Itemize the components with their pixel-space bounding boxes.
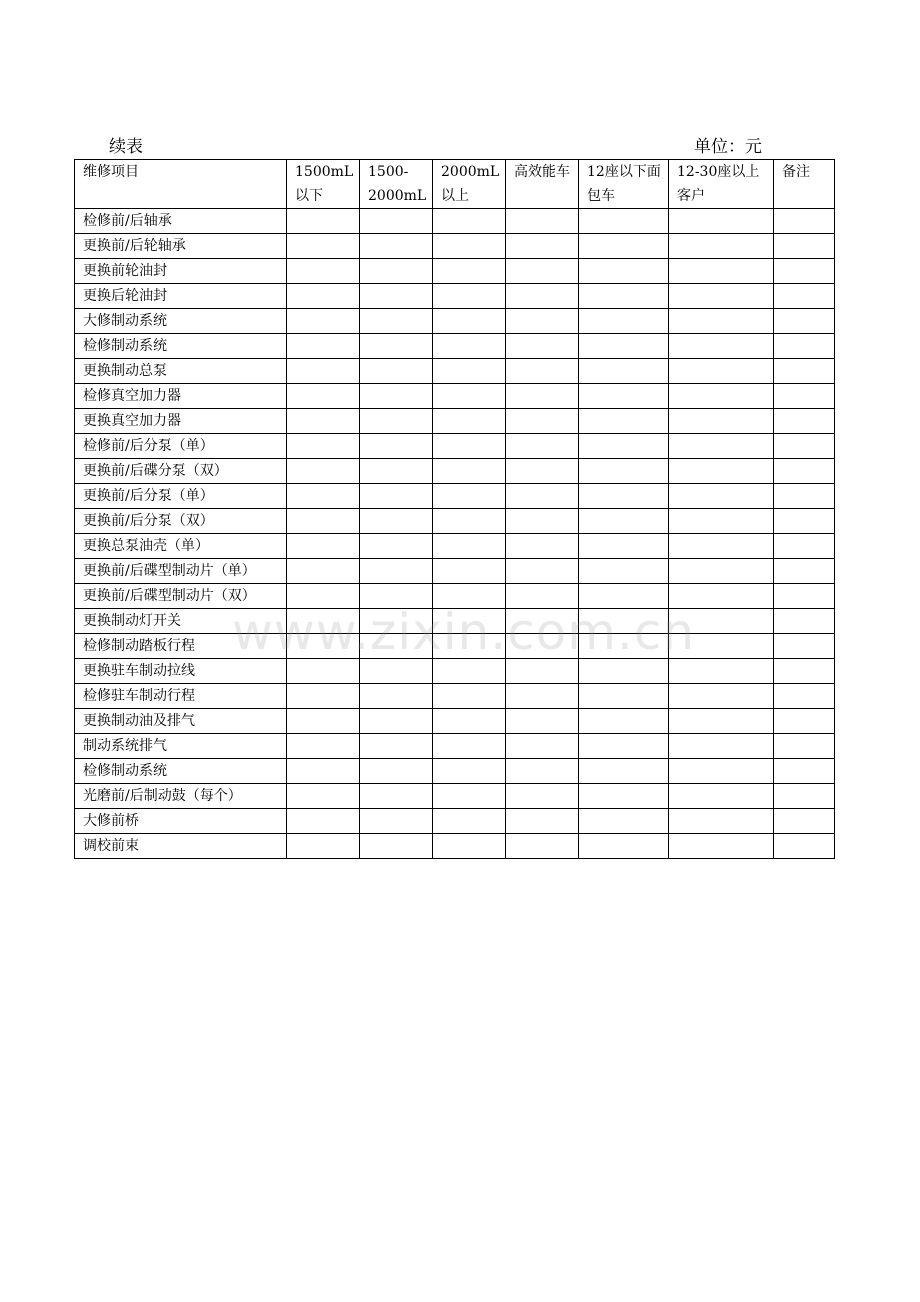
price-cell[interactable]: [774, 434, 835, 459]
price-cell[interactable]: [506, 809, 579, 834]
price-cell[interactable]: [506, 459, 579, 484]
table-row: [75, 234, 835, 259]
price-cell[interactable]: [433, 809, 506, 834]
price-cell[interactable]: [287, 709, 360, 734]
price-cell[interactable]: [579, 784, 669, 809]
repair-item-cell: 检修驻车制动行程: [75, 684, 287, 709]
price-cell[interactable]: [774, 209, 835, 234]
table-row: [75, 609, 835, 634]
table-row: [75, 259, 835, 284]
repair-item-cell: 更换制动灯开关: [75, 609, 287, 634]
price-cell[interactable]: [433, 784, 506, 809]
repair-item-cell: 更换前/后轮轴承: [75, 234, 287, 259]
repair-item-cell: 制动系统排气: [75, 734, 287, 759]
repair-item-cell: 更换前/后分泵（单）: [75, 484, 287, 509]
price-cell[interactable]: [669, 659, 774, 684]
price-cell[interactable]: [287, 284, 360, 309]
price-cell[interactable]: [360, 384, 433, 409]
table-row: [75, 834, 835, 859]
table-row: [75, 384, 835, 409]
price-cell[interactable]: [579, 634, 669, 659]
price-cell[interactable]: [579, 434, 669, 459]
price-cell[interactable]: [774, 334, 835, 359]
table-row: [75, 534, 835, 559]
repair-item-cell: 光磨前/后制动鼓（每个）: [75, 784, 287, 809]
price-cell[interactable]: [579, 409, 669, 434]
price-cell[interactable]: [579, 534, 669, 559]
price-cell[interactable]: [360, 434, 433, 459]
price-cell[interactable]: [506, 784, 579, 809]
price-cell[interactable]: [287, 434, 360, 459]
price-cell[interactable]: [433, 584, 506, 609]
price-cell[interactable]: [774, 584, 835, 609]
price-cell[interactable]: [669, 359, 774, 384]
price-cell[interactable]: [579, 384, 669, 409]
price-cell[interactable]: [579, 509, 669, 534]
price-cell[interactable]: [433, 484, 506, 509]
price-cell[interactable]: [360, 259, 433, 284]
price-cell[interactable]: [360, 584, 433, 609]
price-cell[interactable]: [360, 509, 433, 534]
price-cell[interactable]: [287, 759, 360, 784]
price-cell[interactable]: [287, 634, 360, 659]
price-cell[interactable]: [669, 759, 774, 784]
table-header-row: [75, 160, 835, 209]
price-cell[interactable]: [579, 834, 669, 859]
price-cell[interactable]: [433, 309, 506, 334]
table-row: [75, 509, 835, 534]
price-cell[interactable]: [506, 509, 579, 534]
repair-item-cell: 更换后轮油封: [75, 284, 287, 309]
price-cell[interactable]: [774, 509, 835, 534]
price-cell[interactable]: [433, 234, 506, 259]
price-cell[interactable]: [774, 534, 835, 559]
price-cell[interactable]: [506, 709, 579, 734]
price-cell[interactable]: [579, 209, 669, 234]
price-cell[interactable]: [506, 209, 579, 234]
price-cell[interactable]: [360, 309, 433, 334]
table-row: [75, 359, 835, 384]
price-cell[interactable]: [774, 359, 835, 384]
price-cell[interactable]: [669, 834, 774, 859]
price-cell[interactable]: [287, 484, 360, 509]
price-cell[interactable]: [287, 409, 360, 434]
price-cell[interactable]: [579, 584, 669, 609]
price-cell[interactable]: [433, 709, 506, 734]
price-cell[interactable]: [774, 659, 835, 684]
price-cell[interactable]: [360, 484, 433, 509]
price-cell[interactable]: [506, 484, 579, 509]
price-cell[interactable]: [669, 609, 774, 634]
price-cell[interactable]: [360, 534, 433, 559]
price-cell[interactable]: [506, 534, 579, 559]
price-cell[interactable]: [433, 834, 506, 859]
price-cell[interactable]: [669, 384, 774, 409]
price-cell[interactable]: [774, 684, 835, 709]
table-row: [75, 584, 835, 609]
price-cell[interactable]: [360, 234, 433, 259]
price-cell[interactable]: [669, 459, 774, 484]
price-cell[interactable]: [579, 359, 669, 384]
price-cell[interactable]: [579, 734, 669, 759]
price-cell[interactable]: [287, 309, 360, 334]
repair-item-cell: 更换前/后分泵（双）: [75, 509, 287, 534]
price-cell[interactable]: [360, 459, 433, 484]
price-cell[interactable]: [579, 309, 669, 334]
price-cell[interactable]: [360, 359, 433, 384]
price-cell[interactable]: [433, 284, 506, 309]
repair-item-cell: 检修前/后轴承: [75, 209, 287, 234]
price-cell[interactable]: [774, 309, 835, 334]
repair-item-cell: 检修前/后分泵（单）: [75, 434, 287, 459]
table-row: [75, 434, 835, 459]
price-cell[interactable]: [669, 409, 774, 434]
price-cell[interactable]: [287, 234, 360, 259]
watermark-text: www.zixin.com.cn: [232, 603, 696, 661]
price-cell[interactable]: [774, 709, 835, 734]
price-cell[interactable]: [579, 659, 669, 684]
price-cell[interactable]: [433, 609, 506, 634]
price-cell[interactable]: [774, 234, 835, 259]
col-header-coach: 12-30座以上客户: [669, 160, 774, 209]
price-cell[interactable]: [506, 634, 579, 659]
table-row: [75, 784, 835, 809]
price-cell[interactable]: [669, 234, 774, 259]
price-cell[interactable]: [579, 234, 669, 259]
price-cell[interactable]: [287, 734, 360, 759]
price-cell[interactable]: [774, 559, 835, 584]
price-cell[interactable]: [774, 609, 835, 634]
price-cell[interactable]: [506, 434, 579, 459]
repair-item-cell: 大修前桥: [75, 809, 287, 834]
price-cell[interactable]: [774, 284, 835, 309]
table-row: [75, 559, 835, 584]
table-row: [75, 759, 835, 784]
price-cell[interactable]: [774, 759, 835, 784]
price-cell[interactable]: [287, 584, 360, 609]
table-row: [75, 709, 835, 734]
price-cell[interactable]: [669, 484, 774, 509]
price-cell[interactable]: [774, 784, 835, 809]
price-cell[interactable]: [669, 634, 774, 659]
repair-item-cell: 更换驻车制动拉线: [75, 659, 287, 684]
price-cell[interactable]: [669, 334, 774, 359]
price-cell[interactable]: [774, 734, 835, 759]
price-cell[interactable]: [360, 284, 433, 309]
price-cell[interactable]: [287, 209, 360, 234]
table-row: [75, 484, 835, 509]
price-cell[interactable]: [360, 734, 433, 759]
price-cell[interactable]: [506, 834, 579, 859]
price-cell[interactable]: [579, 459, 669, 484]
price-cell[interactable]: [506, 734, 579, 759]
price-cell[interactable]: [287, 259, 360, 284]
price-cell[interactable]: [506, 584, 579, 609]
price-cell[interactable]: [506, 684, 579, 709]
repair-item-cell: 更换前轮油封: [75, 259, 287, 284]
table-row: [75, 684, 835, 709]
price-cell[interactable]: [506, 409, 579, 434]
repair-item-cell: 检修制动踏板行程: [75, 634, 287, 659]
price-cell[interactable]: [433, 384, 506, 409]
price-cell[interactable]: [287, 384, 360, 409]
price-cell[interactable]: [579, 334, 669, 359]
price-cell[interactable]: [287, 684, 360, 709]
price-cell[interactable]: [287, 459, 360, 484]
table-row: [75, 459, 835, 484]
price-cell[interactable]: [433, 684, 506, 709]
price-cell[interactable]: [433, 209, 506, 234]
price-cell[interactable]: [360, 609, 433, 634]
price-cell[interactable]: [669, 434, 774, 459]
repair-item-cell: 检修制动系统: [75, 759, 287, 784]
table-row: [75, 334, 835, 359]
price-cell[interactable]: [360, 334, 433, 359]
col-header-minibus: 12座以下面包车: [579, 160, 669, 209]
price-cell[interactable]: [287, 659, 360, 684]
price-cell[interactable]: [433, 359, 506, 384]
price-cell[interactable]: [669, 209, 774, 234]
col-header-under-1500ml: 1500mL以下: [287, 160, 360, 209]
price-cell[interactable]: [360, 209, 433, 234]
price-cell[interactable]: [506, 309, 579, 334]
price-cell[interactable]: [287, 359, 360, 384]
table-row: [75, 209, 835, 234]
price-cell[interactable]: [579, 284, 669, 309]
price-cell[interactable]: [287, 834, 360, 859]
price-cell[interactable]: [669, 584, 774, 609]
price-cell[interactable]: [669, 259, 774, 284]
price-cell[interactable]: [433, 559, 506, 584]
price-cell[interactable]: [579, 609, 669, 634]
price-cell[interactable]: [506, 359, 579, 384]
price-cell[interactable]: [506, 759, 579, 784]
price-cell[interactable]: [433, 659, 506, 684]
price-cell[interactable]: [433, 534, 506, 559]
price-cell[interactable]: [360, 834, 433, 859]
price-cell[interactable]: [506, 334, 579, 359]
price-cell[interactable]: [433, 759, 506, 784]
price-cell[interactable]: [506, 234, 579, 259]
col-header-remarks: 备注: [774, 160, 835, 209]
price-cell[interactable]: [433, 734, 506, 759]
price-cell[interactable]: [433, 434, 506, 459]
price-cell[interactable]: [506, 659, 579, 684]
table-row: [75, 409, 835, 434]
repair-item-cell: 检修制动系统: [75, 334, 287, 359]
price-cell[interactable]: [287, 609, 360, 634]
price-cell[interactable]: [579, 559, 669, 584]
price-cell[interactable]: [774, 484, 835, 509]
price-cell[interactable]: [287, 784, 360, 809]
col-header-1500-2000ml: 1500-2000mL: [360, 160, 433, 209]
price-cell[interactable]: [360, 709, 433, 734]
price-cell[interactable]: [360, 809, 433, 834]
repair-item-cell: 更换前/后碟分泵（双）: [75, 459, 287, 484]
price-cell[interactable]: [360, 784, 433, 809]
price-cell[interactable]: [669, 734, 774, 759]
price-cell[interactable]: [360, 659, 433, 684]
price-cell[interactable]: [579, 759, 669, 784]
repair-item-cell: 调校前束: [75, 834, 287, 859]
price-cell[interactable]: [506, 609, 579, 634]
repair-item-cell: 更换总泵油壳（单）: [75, 534, 287, 559]
price-cell[interactable]: [579, 684, 669, 709]
price-cell[interactable]: [360, 684, 433, 709]
repair-item-cell: 更换真空加力器: [75, 409, 287, 434]
price-cell[interactable]: [506, 284, 579, 309]
price-cell[interactable]: [287, 334, 360, 359]
price-cell[interactable]: [360, 634, 433, 659]
repair-item-cell: 更换前/后碟型制动片（双）: [75, 584, 287, 609]
unit-label: 单位：元: [694, 137, 762, 157]
repair-item-cell: 检修真空加力器: [75, 384, 287, 409]
repair-item-cell: 更换前/后碟型制动片（单）: [75, 559, 287, 584]
table-row: [75, 734, 835, 759]
price-cell[interactable]: [433, 459, 506, 484]
repair-price-table: [74, 159, 835, 859]
price-cell[interactable]: [287, 534, 360, 559]
price-cell[interactable]: [506, 384, 579, 409]
price-cell[interactable]: [433, 334, 506, 359]
price-cell[interactable]: [433, 259, 506, 284]
price-cell[interactable]: [774, 459, 835, 484]
price-cell[interactable]: [774, 834, 835, 859]
price-cell[interactable]: [579, 259, 669, 284]
price-cell[interactable]: [669, 784, 774, 809]
price-cell[interactable]: [579, 809, 669, 834]
col-header-high-performance: 高效能车: [506, 160, 579, 209]
price-cell[interactable]: [287, 509, 360, 534]
price-cell[interactable]: [506, 259, 579, 284]
repair-item-cell: 大修制动系统: [75, 309, 287, 334]
table-row: [75, 659, 835, 684]
price-cell[interactable]: [287, 809, 360, 834]
price-cell[interactable]: [669, 534, 774, 559]
price-cell[interactable]: [774, 409, 835, 434]
col-header-over-2000ml: 2000mL以上: [433, 160, 506, 209]
table-row: [75, 309, 835, 334]
price-cell[interactable]: [360, 759, 433, 784]
price-cell[interactable]: [433, 634, 506, 659]
price-cell[interactable]: [774, 634, 835, 659]
price-cell[interactable]: [506, 559, 579, 584]
table-row: [75, 284, 835, 309]
repair-item-cell: 更换制动油及排气: [75, 709, 287, 734]
price-cell[interactable]: [669, 309, 774, 334]
price-cell[interactable]: [360, 559, 433, 584]
price-cell[interactable]: [669, 559, 774, 584]
price-cell[interactable]: [774, 259, 835, 284]
table-row: [75, 634, 835, 659]
table-row: [75, 809, 835, 834]
price-cell[interactable]: [360, 409, 433, 434]
price-cell[interactable]: [669, 709, 774, 734]
price-cell[interactable]: [669, 284, 774, 309]
price-cell[interactable]: [774, 809, 835, 834]
price-cell[interactable]: [287, 559, 360, 584]
price-cell[interactable]: [669, 684, 774, 709]
price-cell[interactable]: [433, 409, 506, 434]
price-cell[interactable]: [669, 509, 774, 534]
price-cell[interactable]: [669, 809, 774, 834]
col-header-repair-item: 维修项目: [75, 160, 287, 209]
table-continued-label: 续表: [109, 137, 143, 157]
price-cell[interactable]: [579, 484, 669, 509]
price-cell[interactable]: [774, 384, 835, 409]
price-cell[interactable]: [433, 509, 506, 534]
repair-item-cell: 更换制动总泵: [75, 359, 287, 384]
price-cell[interactable]: [579, 709, 669, 734]
